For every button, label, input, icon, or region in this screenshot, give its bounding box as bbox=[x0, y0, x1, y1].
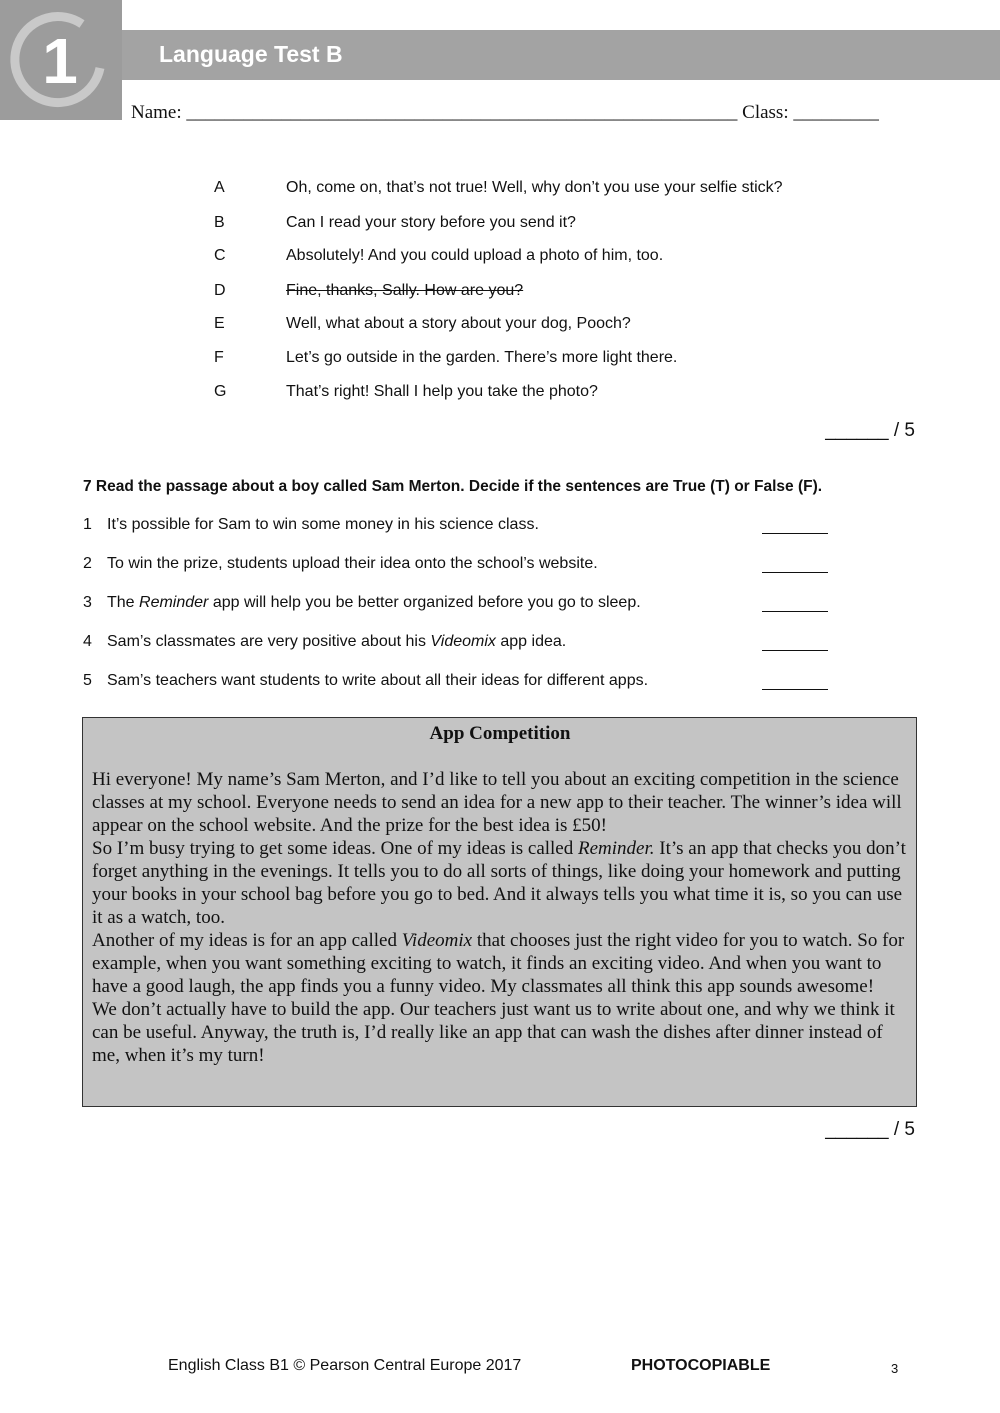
header-bar bbox=[122, 30, 1000, 80]
option-text: That’s right! Shall I help you take the photo? bbox=[286, 383, 598, 400]
class-label: Class: bbox=[742, 102, 789, 123]
page-number: 3 bbox=[891, 1361, 899, 1376]
unit-number-graphic bbox=[0, 0, 122, 120]
answer-blank[interactable] bbox=[762, 672, 828, 690]
passage-paragraph: Hi everyone! My name’s Sam Merton, and I’d like to tell you about an exciting competition in the science classes at my school. Everyone needs to send an idea for a new app to their teacher. The winner’s idea will appear on the school website. And the prize for the best idea is £50! bbox=[92, 769, 902, 836]
option-letter: C bbox=[214, 247, 226, 264]
score-box[interactable]: ______ / 5 bbox=[825, 420, 915, 441]
option-text: Can I read your story before you send it? bbox=[286, 214, 576, 231]
answer-blank[interactable] bbox=[762, 633, 828, 651]
tf-item bbox=[83, 555, 828, 577]
option-text: Let’s go outside in the garden. There’s more light there. bbox=[286, 349, 678, 366]
unit-number: 1 bbox=[42, 25, 78, 97]
tf-number: 4 bbox=[83, 633, 92, 650]
unit-badge bbox=[0, 0, 122, 120]
tf-statement: It’s possible for Sam to win some money in his science class. bbox=[107, 516, 539, 533]
footer-photocopiable: PHOTOCOPIABLE bbox=[631, 1357, 771, 1374]
passage-title: App Competition bbox=[429, 723, 571, 744]
passage-paragraph: We don’t actually have to build the app. Our teachers just want us to write about one, and why we think it can be useful. Anyway, the truth is, I’d really like an app that can wash the dishes after dinner instead of me, when it’s my turn! bbox=[92, 999, 895, 1066]
score-box[interactable]: ______ / 5 bbox=[825, 1119, 915, 1140]
class-blank[interactable]: _________ bbox=[793, 102, 879, 123]
tf-statement: Sam’s classmates are very positive about his Videomix app idea. bbox=[107, 633, 567, 650]
tf-number: 5 bbox=[83, 672, 92, 689]
exercise-instruction: 7 Read the passage about a boy called Sam Merton. Decide if the sentences are True (T) or False (F). bbox=[83, 478, 823, 495]
option-letter: F bbox=[214, 349, 224, 366]
tf-item bbox=[83, 516, 828, 538]
passage-paragraph: So I’m busy trying to get some ideas. One of my ideas is called Reminder. It’s an app that checks you don’t forget anything in the evenings. It tells you to do all sorts of things, like doing your homework and putting your books in your school bag before you go to bed. And it always tells you what time it is, so you can use it as a watch, too. bbox=[92, 838, 906, 928]
option-letter: D bbox=[214, 282, 226, 299]
option-letter: A bbox=[214, 179, 225, 196]
option-letter: E bbox=[214, 315, 225, 332]
tf-item bbox=[83, 633, 828, 655]
tf-statement: The Reminder app will help you be better organized before you go to sleep. bbox=[107, 594, 641, 611]
answer-blank[interactable] bbox=[762, 555, 828, 573]
name-label: Name: bbox=[131, 102, 182, 123]
option-text: Absolutely! And you could upload a photo of him, too. bbox=[286, 247, 664, 264]
option-text: Well, what about a story about your dog, Pooch? bbox=[286, 315, 631, 332]
answer-blank[interactable] bbox=[762, 516, 828, 534]
option-text: Oh, come on, that’s not true! Well, why don’t you use your selfie stick? bbox=[286, 179, 783, 196]
tf-statement: Sam’s teachers want students to write about all their ideas for different apps. bbox=[107, 672, 649, 689]
name-blank[interactable]: __________________________________________________________ bbox=[186, 102, 738, 123]
tf-number: 3 bbox=[83, 594, 92, 611]
name-class-line bbox=[131, 102, 879, 124]
tf-number: 1 bbox=[83, 516, 92, 533]
tf-item bbox=[83, 672, 828, 694]
page-title: Language Test B bbox=[159, 41, 343, 67]
footer-copyright: English Class B1 © Pearson Central Europe 2017 bbox=[168, 1357, 522, 1374]
answer-blank[interactable] bbox=[762, 594, 828, 612]
option-letter: G bbox=[214, 383, 227, 400]
passage-paragraph: Another of my ideas is for an app called Videomix that chooses just the right video for you to watch. So for example, when you want something exciting to watch, it finds an exciting video. And when you want to have a good laugh, the app finds you a funny video. My classmates all think this app sounds awesome! bbox=[92, 930, 905, 997]
option-letter: B bbox=[214, 214, 225, 231]
tf-item bbox=[83, 594, 828, 616]
tf-statement: To win the prize, students upload their idea onto the school’s website. bbox=[107, 555, 598, 572]
reading-passage bbox=[82, 717, 917, 1107]
tf-number: 2 bbox=[83, 555, 92, 572]
option-text-example: Fine, thanks, Sally. How are you? bbox=[286, 282, 524, 299]
